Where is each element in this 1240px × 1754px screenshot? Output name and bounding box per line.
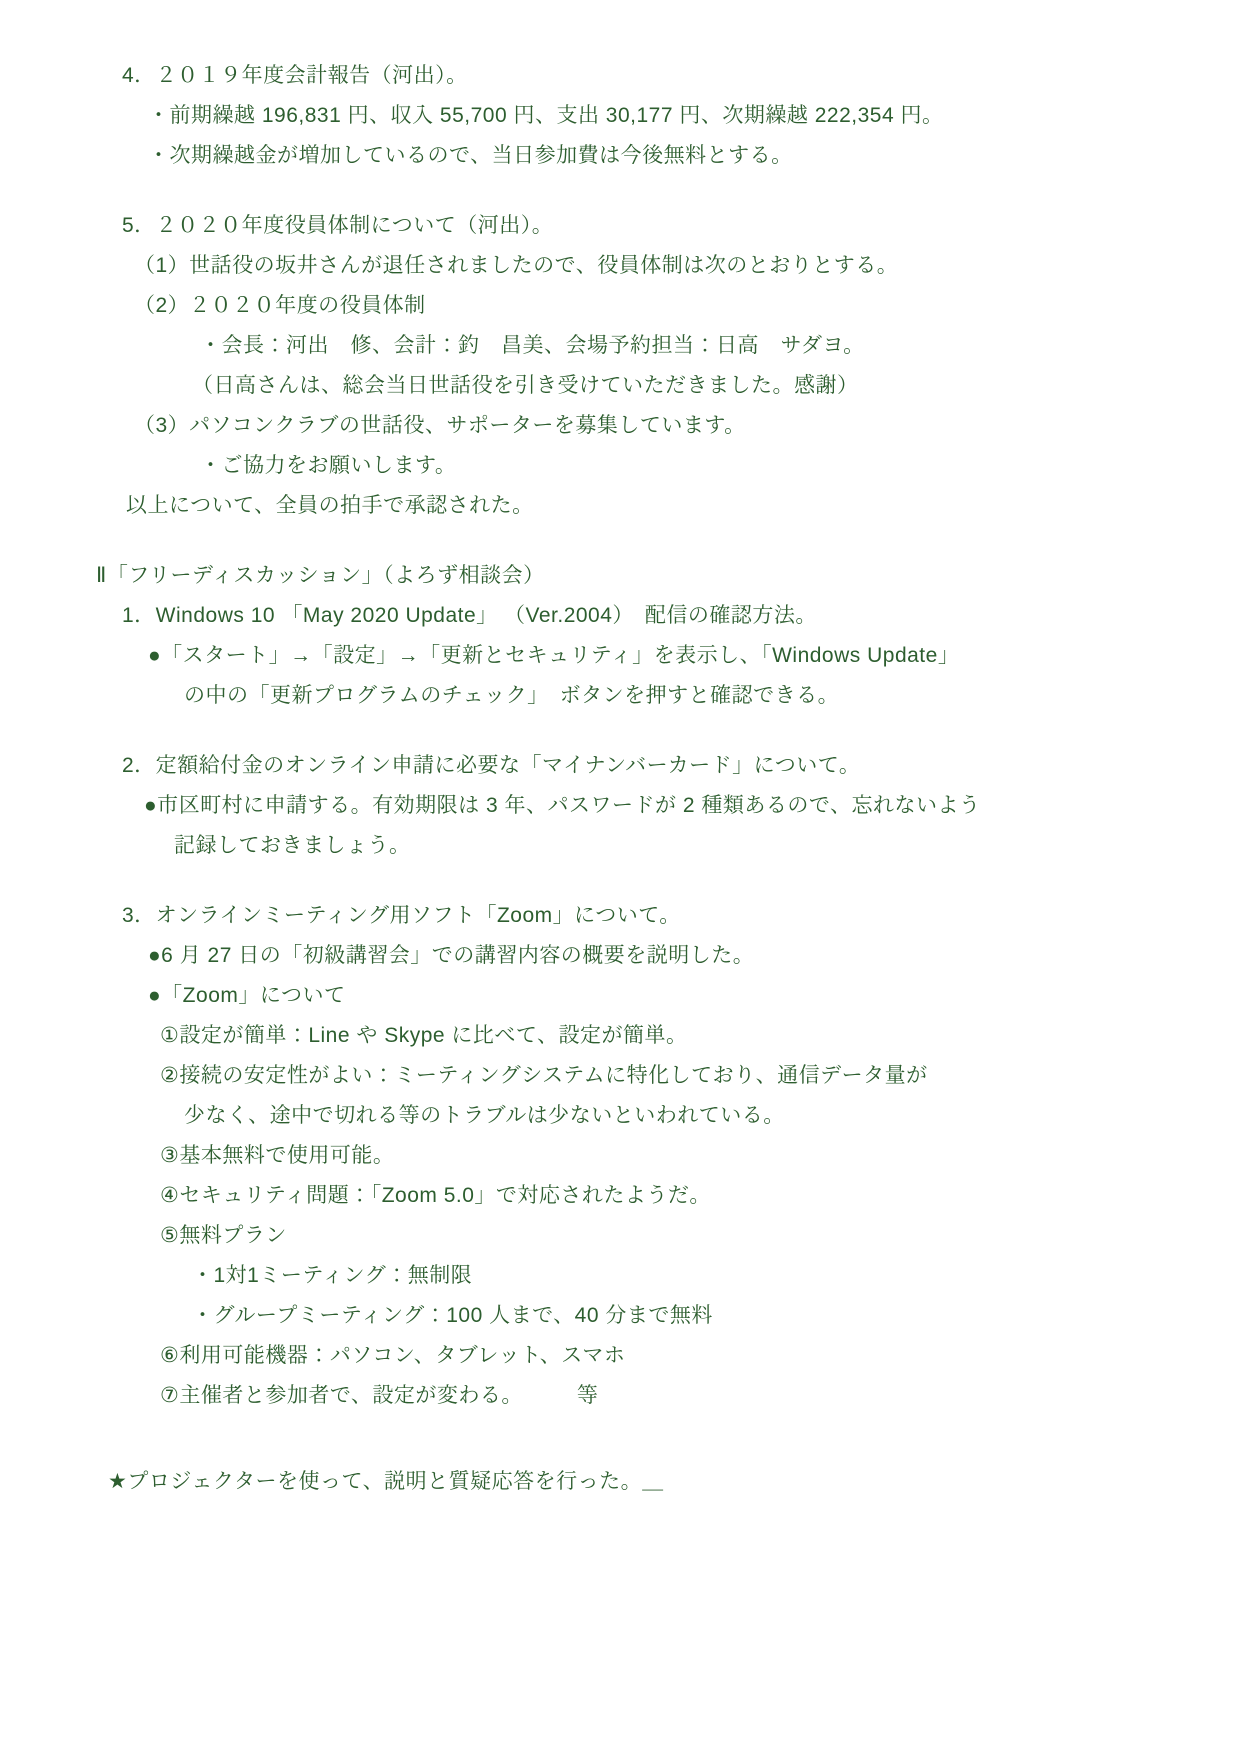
topic-1-heading: 1．Windows 10 「May 2020 Update」 （Ver.2004） 配信の確認方法。: [122, 604, 817, 627]
topic-1-steps-line-2: の中の「更新プログラムのチェック」 ボタンを押すと確認できる。: [184, 684, 840, 707]
zoom-point-2-line-1: ②接続の安定性がよい：ミーティングシステムに特化しており、通信データ量が: [160, 1064, 928, 1087]
zoom-point-5: ⑤無料プラン: [160, 1224, 287, 1247]
topic-2-heading: 2．定額給付金のオンライン申請に必要な「マイナンバーカード」について。: [122, 754, 861, 777]
section-5-item-2: （2）２０２０年度の役員体制: [134, 294, 426, 317]
zoom-point-1: ①設定が簡単：Line や Skype に比べて、設定が簡単。: [160, 1024, 688, 1047]
part-2-heading: Ⅱ「フリーディスカッション」（よろず相談会）: [96, 564, 545, 587]
section-5-item-1: （1）世話役の坂井さんが退任されましたので、役員体制は次のとおりとする。: [134, 254, 899, 277]
approval-note: 以上について、全員の拍手で承認された。: [126, 494, 534, 517]
closing-note: ★プロジェクターを使って、説明と質疑応答を行った。＿: [108, 1470, 664, 1493]
section-5-note-hidaka: （日高さんは、総会当日世話役を引き受けていただきました。感謝）: [192, 374, 859, 397]
topic-3-zoom-heading: ●「Zoom」について: [148, 984, 346, 1007]
section-4-fee-line: ・次期繰越金が増加しているので、当日参加費は今後無料とする。: [148, 144, 793, 167]
section-5-officers: ・会長：河出 修、会計：釣 昌美、会場予約担当：日高 サダヨ。: [200, 334, 865, 357]
zoom-point-6: ⑥利用可能機器：パソコン、タブレット、スマホ: [160, 1344, 626, 1367]
section-4-balance-line: ・前期繰越 196,831 円、収入 55,700 円、支出 30,177 円、次期繰越 222,354 円。: [148, 104, 944, 127]
topic-1-steps-line-1: ●「スタート」→「設定」→「更新とセキュリティ」を表示し、「Windows Update」: [148, 644, 960, 667]
topic-3-heading: 3．オンラインミーティング用ソフト「Zoom」について。: [122, 904, 681, 927]
zoom-point-4: ④セキュリティ問題：「Zoom 5.0」で対応されたようだ。: [160, 1184, 711, 1207]
zoom-point-7: ⑦主催者と参加者で、設定が変わる。 等: [160, 1384, 599, 1407]
topic-2-note-line-1: ●市区町村に申請する。有効期限は 3 年、パスワードが 2 種類あるので、忘れないよう: [144, 794, 981, 817]
section-4-heading: 4．２０１９年度会計報告（河出）。: [122, 64, 468, 87]
section-5-heading: 5．２０２０年度役員体制について（河出）。: [122, 214, 554, 237]
topic-3-seminar-note: ●6 月 27 日の「初級講習会」での講習内容の概要を説明した。: [148, 944, 755, 967]
zoom-point-2-line-2: 少なく、途中で切れる等のトラブルは少ないといわれている。: [184, 1104, 785, 1127]
zoom-plan-group: ・グループミーティング：100 人まで、40 分まで無料: [192, 1304, 713, 1327]
topic-2-note-line-2: 記録しておきましょう。: [174, 834, 411, 857]
section-5-item-3: （3）パソコンクラブの世話役、サポーターを募集しています。: [134, 414, 746, 437]
zoom-point-3: ③基本無料で使用可能。: [160, 1144, 395, 1167]
zoom-plan-1on1: ・1対1ミーティング：無制限: [192, 1264, 473, 1287]
section-5-request: ・ご協力をお願いします。: [200, 454, 457, 477]
